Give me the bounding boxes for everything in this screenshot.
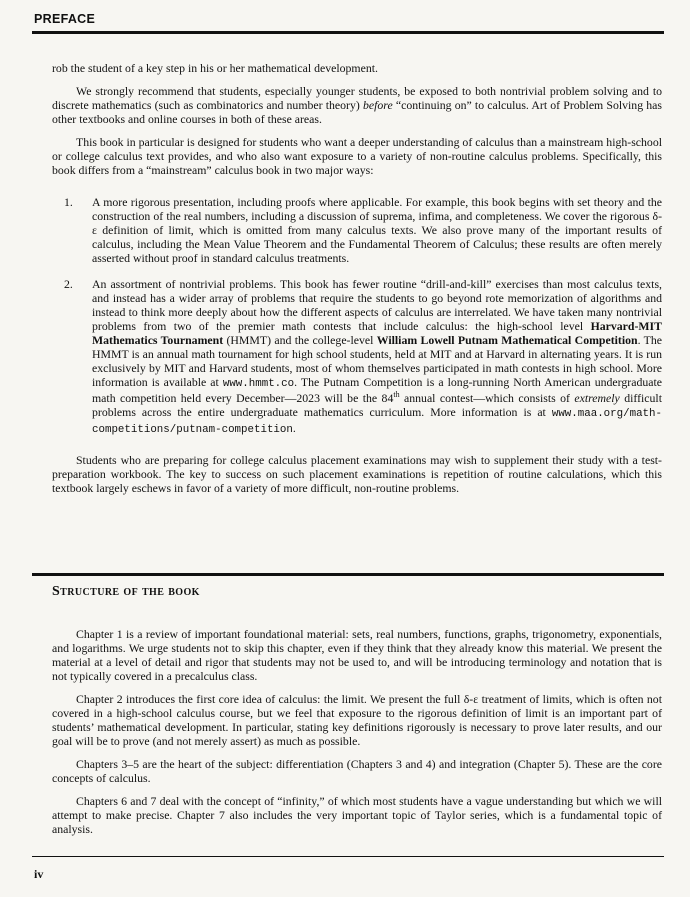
list-number: 2.	[64, 277, 73, 291]
running-header: PREFACE	[34, 12, 96, 26]
putnam-name: William Lowell Putnam Mathematical Competition	[376, 333, 638, 347]
preface-text	[52, 61, 662, 504]
list-item-text: A more rigorous presentation, including proofs where applicable. For example, this book begins with set theory and the construction of the real numbers, including a discussion of suprema, infima, and completeness. We cover the rigorous δ-ε definition of limit, which is omitted from many calculus texts. We also prove many of the important results of calculus, including the Mean Value Theorem and the Fundamental Theorem of Calculus; these results are often merely asserted without proof in standard calculus treatments.	[92, 195, 662, 265]
list-number: 1.	[64, 195, 73, 209]
section-rule	[32, 573, 664, 576]
list-item-text: An assortment of nontrivial problems. This book has fewer routine “drill-and-kill” exercises than most calculus texts, and instead has a wider array of problems that require the students to go beyond rote memorization of algorithms and instead to think more deeply about how the different aspects of calculus are interrelated. We have taken many nontrivial problems from two of the premier math contests that include calculus: the high-school level Harvard-MIT Mathematics Tournament (HMMT) and the college-level William Lowell Putnam Mathematical Competition. The HMMT is an annual math tournament for high school students, held at MIT and at Harvard in alternating years. It is run exclusively by MIT and Harvard students, most of whom themselves participated in math contests in high school. More information is available at www.hmmt.co. The Putnam Competition is a long-running North American undergraduate math competition held every December—2023 will be the 84th annual contest—which consists of extremely difficult problems across the entire undergraduate mathematics curriculum. More information is at www.maa.org/math-competitions/putnam-competition.	[92, 277, 663, 436]
paragraph-chapter-1: Chapter 1 is a review of important foundational material: sets, real numbers, functions, graphs, trigonometry, exponentials, and logarithms. We urge students not to skip this chapter, even if they think that they already know this material. We present the material at a level of detail and rigor that students may not be used to, and will be introducing terminology and notation that is not typically covered in a precalculus class.	[52, 627, 662, 683]
paragraph-book-design: This book in particular is designed for students who want a deeper understanding of calculus than a mainstream high-school or college calculus text provides, and who also want exposure to a variety of non-routine calculus problems. Specifically, this book differs from a “mainstream” calculus book in two major ways:	[52, 135, 662, 177]
hmmt-url: www.hmmt.co	[222, 378, 295, 390]
putnam-url: www.maa.org/math-competitions/putnam-competition	[92, 408, 662, 436]
paragraph-chapters-3-5: Chapters 3–5 are the heart of the subject: differentiation (Chapters 3 and 4) and integration (Chapter 5). These are the core concepts of calculus.	[52, 757, 662, 785]
paragraph-chapter-2: Chapter 2 introduces the first core idea of calculus: the limit. We present the full δ-ε treatment of limits, which is often not covered in a high-school calculus course, but we feel that exposure to the rigorous definition of limit is an important part of students’ mathematical development. In particular, stating key definitions rigorously is necessary to prove later results, and our goal will be to prove (and not merely assert) as much as possible.	[52, 692, 662, 748]
structure-text	[52, 627, 662, 845]
header-rule	[32, 31, 664, 34]
page-number: iv	[34, 867, 44, 881]
paragraph-recommendation: We strongly recommend that students, especially younger students, be exposed to both nontrivial problem solving and to discrete mathematics (such as combinatorics and number theory) before “continuing on” to calculus. Art of Problem Solving has other textbooks and online courses in both of these areas.	[52, 84, 662, 126]
section-title: Structure of the book	[52, 584, 200, 599]
paragraph-placement-exams: Students who are preparing for college calculus placement examinations may wish to supplement their study with a test-preparation workbook. The key to success on such placement examinations is repetition of routine calculations, which this textbook largely eschews in favor of a variety of more difficult, non-routine problems.	[52, 453, 662, 495]
list-item	[64, 277, 662, 437]
list-item	[64, 195, 662, 265]
paragraph-chapters-6-7: Chapters 6 and 7 deal with the concept of “infinity,” of which most students have a vague understanding but which we will attempt to make precise. Chapter 7 also includes the very important topic of Taylor series, which is a fundamental topic of analysis.	[52, 794, 662, 836]
footer-rule	[32, 856, 664, 857]
hmmt-name: Harvard-MIT Mathematics Tournament	[92, 319, 662, 347]
differences-list	[52, 195, 662, 437]
paragraph-continued: rob the student of a key step in his or her mathematical development.	[52, 61, 378, 75]
